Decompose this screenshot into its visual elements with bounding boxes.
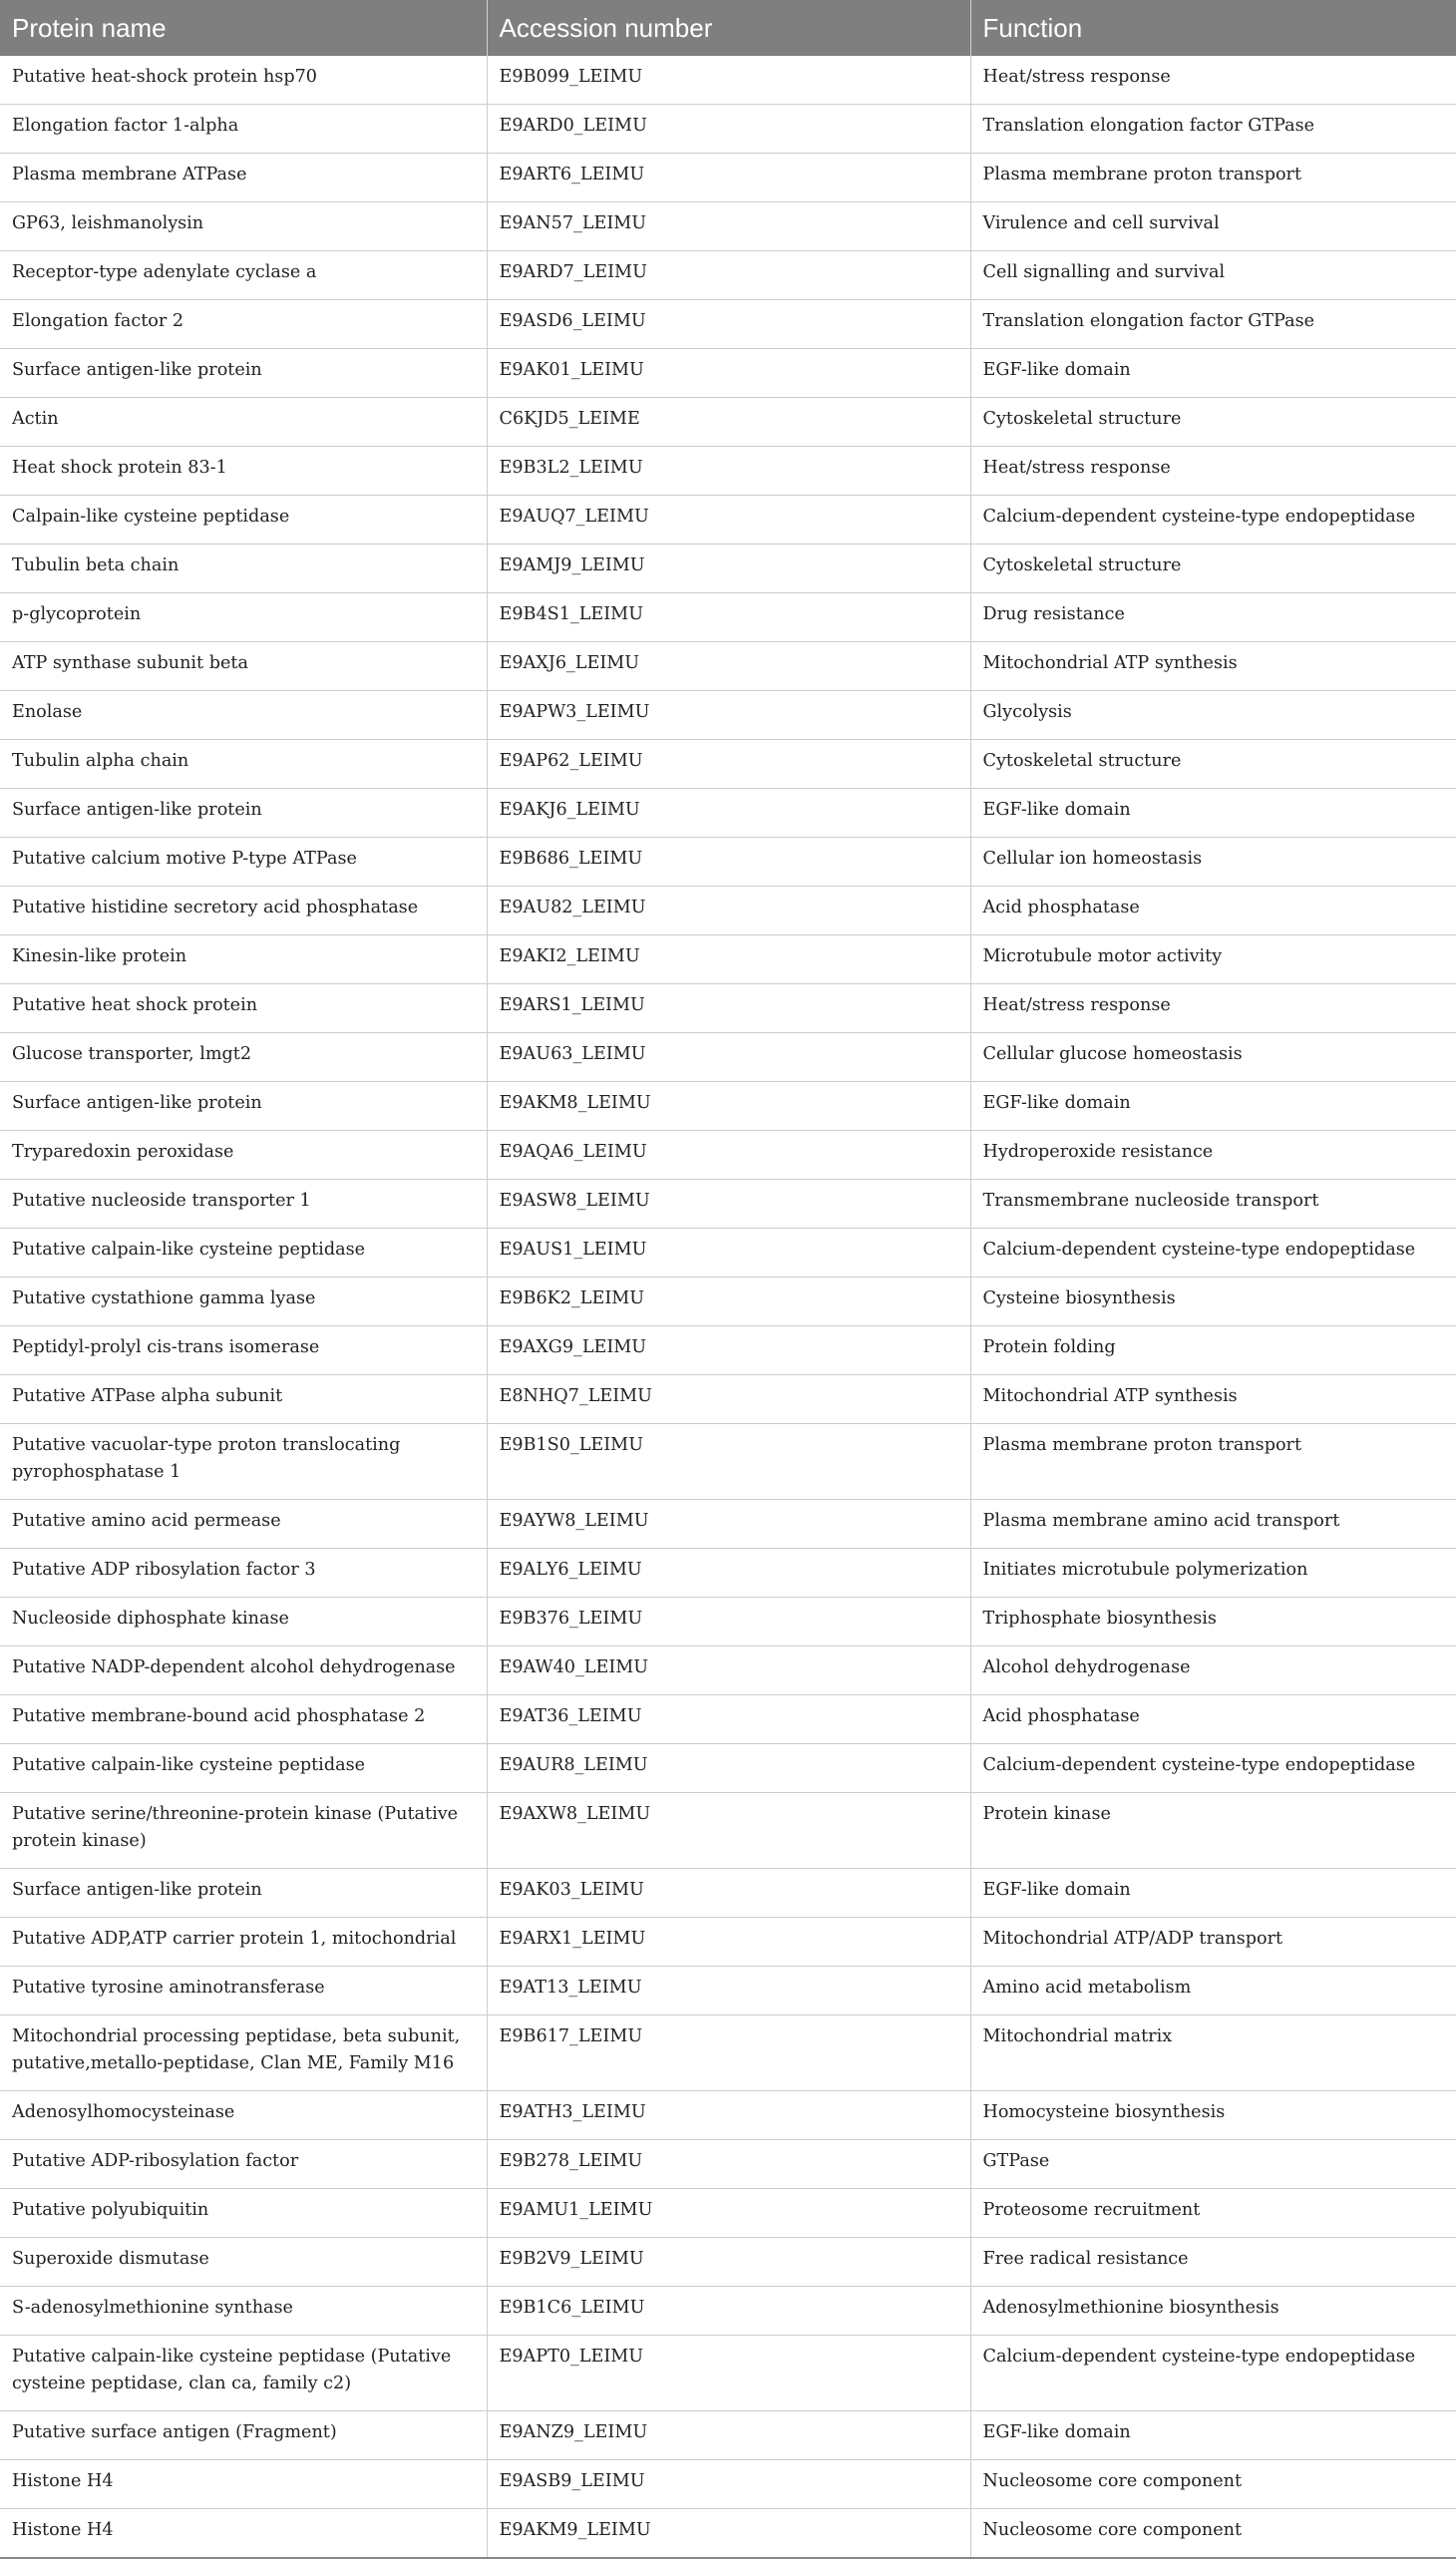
function-cell: Cellular glucose homeostasis — [970, 1033, 1456, 1082]
table-row — [0, 2140, 1456, 2189]
function-cell: Microtubule motor activity — [970, 935, 1456, 984]
function-cell: Heat/stress response — [970, 56, 1456, 105]
table-row — [0, 789, 1456, 838]
function-cell: Alcohol dehydrogenase — [970, 1646, 1456, 1695]
protein-name-cell: Surface antigen-like protein — [0, 789, 487, 838]
table-row — [0, 1131, 1456, 1180]
protein-name-cell: Surface antigen-like protein — [0, 1082, 487, 1131]
table-row — [0, 1082, 1456, 1131]
table-row — [0, 642, 1456, 691]
table-row — [0, 202, 1456, 251]
table-row — [0, 2189, 1456, 2238]
protein-name-cell: Putative membrane-bound acid phosphatase 2 — [0, 1695, 487, 1744]
function-cell: Cell signalling and survival — [970, 251, 1456, 300]
protein-name-cell: Putative ADP-ribosylation factor — [0, 2140, 487, 2189]
accession-number-cell: E9B1C6_LEIMU — [487, 2287, 970, 2336]
accession-number-cell: E9B1S0_LEIMU — [487, 1424, 970, 1500]
function-cell: Transmembrane nucleoside transport — [970, 1180, 1456, 1229]
column-header-function: Function — [970, 0, 1456, 56]
accession-number-cell: E9AKM8_LEIMU — [487, 1082, 970, 1131]
table-row — [0, 2091, 1456, 2140]
function-cell: Mitochondrial ATP synthesis — [970, 642, 1456, 691]
accession-number-cell: E9AT13_LEIMU — [487, 1967, 970, 2015]
protein-name-cell: Receptor-type adenylate cyclase a — [0, 251, 487, 300]
protein-name-cell: Elongation factor 1-alpha — [0, 105, 487, 154]
table-row — [0, 691, 1456, 740]
accession-number-cell: E9B376_LEIMU — [487, 1598, 970, 1646]
accession-number-cell: E9AXJ6_LEIMU — [487, 642, 970, 691]
accession-number-cell: E9ARD0_LEIMU — [487, 105, 970, 154]
column-header-protein-name: Protein name — [0, 0, 487, 56]
protein-name-cell: Peptidyl-prolyl cis-trans isomerase — [0, 1326, 487, 1375]
table-row — [0, 545, 1456, 593]
protein-name-cell: Putative nucleoside transporter 1 — [0, 1180, 487, 1229]
function-cell: Translation elongation factor GTPase — [970, 300, 1456, 349]
accession-number-cell: E8NHQ7_LEIMU — [487, 1375, 970, 1424]
function-cell: Plasma membrane proton transport — [970, 154, 1456, 202]
function-cell: EGF-like domain — [970, 789, 1456, 838]
table-row — [0, 349, 1456, 398]
accession-number-cell: E9B4S1_LEIMU — [487, 593, 970, 642]
function-cell: Protein folding — [970, 1326, 1456, 1375]
function-cell: Hydroperoxide resistance — [970, 1131, 1456, 1180]
function-cell: GTPase — [970, 2140, 1456, 2189]
protein-name-cell: Surface antigen-like protein — [0, 1869, 487, 1918]
table-row — [0, 1793, 1456, 1869]
accession-number-cell: E9APW3_LEIMU — [487, 691, 970, 740]
protein-name-cell: Surface antigen-like protein — [0, 349, 487, 398]
accession-number-cell: E9ARX1_LEIMU — [487, 1918, 970, 1967]
accession-number-cell: E9AU82_LEIMU — [487, 887, 970, 935]
table-row — [0, 1549, 1456, 1598]
accession-number-cell: E9AKJ6_LEIMU — [487, 789, 970, 838]
function-cell: EGF-like domain — [970, 349, 1456, 398]
table-row — [0, 2015, 1456, 2091]
table-row — [0, 887, 1456, 935]
accession-number-cell: E9ARS1_LEIMU — [487, 984, 970, 1033]
accession-number-cell: E9AMJ9_LEIMU — [487, 545, 970, 593]
function-cell: Heat/stress response — [970, 984, 1456, 1033]
table-row — [0, 2336, 1456, 2411]
protein-name-cell: Putative cystathione gamma lyase — [0, 1278, 487, 1326]
accession-number-cell: E9AU63_LEIMU — [487, 1033, 970, 1082]
protein-name-cell: Tubulin alpha chain — [0, 740, 487, 789]
function-cell: Mitochondrial ATP synthesis — [970, 1375, 1456, 1424]
function-cell: Mitochondrial ATP/ADP transport — [970, 1918, 1456, 1967]
function-cell: Heat/stress response — [970, 447, 1456, 496]
table-row — [0, 984, 1456, 1033]
table-row — [0, 838, 1456, 887]
table-row — [0, 593, 1456, 642]
protein-name-cell: GP63, leishmanolysin — [0, 202, 487, 251]
protein-name-cell: Putative calpain-like cysteine peptidase — [0, 1744, 487, 1793]
accession-number-cell: C6KJD5_LEIME — [487, 398, 970, 447]
accession-number-cell: E9AUR8_LEIMU — [487, 1744, 970, 1793]
function-cell: Mitochondrial matrix — [970, 2015, 1456, 2091]
accession-number-cell: E9AT36_LEIMU — [487, 1695, 970, 1744]
protein-name-cell: Elongation factor 2 — [0, 300, 487, 349]
protein-name-cell: Putative polyubiquitin — [0, 2189, 487, 2238]
accession-number-cell: E9B686_LEIMU — [487, 838, 970, 887]
protein-name-cell: Putative calcium motive P-type ATPase — [0, 838, 487, 887]
table-row — [0, 1424, 1456, 1500]
accession-number-cell: E9AUQ7_LEIMU — [487, 496, 970, 545]
accession-number-cell: E9AKI2_LEIMU — [487, 935, 970, 984]
table-row — [0, 1869, 1456, 1918]
function-cell: EGF-like domain — [970, 1869, 1456, 1918]
accession-number-cell: E9B6K2_LEIMU — [487, 1278, 970, 1326]
function-cell: Calcium-dependent cysteine-type endopeptidase — [970, 2336, 1456, 2411]
table-row — [0, 251, 1456, 300]
accession-number-cell: E9B3L2_LEIMU — [487, 447, 970, 496]
protein-name-cell: Glucose transporter, lmgt2 — [0, 1033, 487, 1082]
protein-name-cell: Tubulin beta chain — [0, 545, 487, 593]
function-cell: Acid phosphatase — [970, 1695, 1456, 1744]
function-cell: EGF-like domain — [970, 1082, 1456, 1131]
accession-number-cell: E9B099_LEIMU — [487, 56, 970, 105]
function-cell: Calcium-dependent cysteine-type endopeptidase — [970, 1229, 1456, 1278]
table-row — [0, 496, 1456, 545]
table-row — [0, 1278, 1456, 1326]
accession-number-cell: E9AN57_LEIMU — [487, 202, 970, 251]
protein-name-cell: ATP synthase subunit beta — [0, 642, 487, 691]
protein-name-cell: Heat shock protein 83-1 — [0, 447, 487, 496]
function-cell: Nucleosome core component — [970, 2509, 1456, 2559]
protein-name-cell: Histone H4 — [0, 2509, 487, 2559]
function-cell: Virulence and cell survival — [970, 202, 1456, 251]
protein-name-cell: Actin — [0, 398, 487, 447]
function-cell: Acid phosphatase — [970, 887, 1456, 935]
table-header — [0, 0, 1456, 56]
function-cell: Cytoskeletal structure — [970, 740, 1456, 789]
protein-name-cell: Plasma membrane ATPase — [0, 154, 487, 202]
accession-number-cell: E9ATH3_LEIMU — [487, 2091, 970, 2140]
protein-name-cell: Putative amino acid permease — [0, 1500, 487, 1549]
function-cell: Cytoskeletal structure — [970, 545, 1456, 593]
accession-number-cell: E9AQA6_LEIMU — [487, 1131, 970, 1180]
protein-name-cell: Putative ADP ribosylation factor 3 — [0, 1549, 487, 1598]
protein-name-cell: Calpain-like cysteine peptidase — [0, 496, 487, 545]
function-cell: Plasma membrane proton transport — [970, 1424, 1456, 1500]
accession-number-cell: E9ASD6_LEIMU — [487, 300, 970, 349]
function-cell: Calcium-dependent cysteine-type endopeptidase — [970, 1744, 1456, 1793]
accession-number-cell: E9AW40_LEIMU — [487, 1646, 970, 1695]
function-cell: Adenosylmethionine biosynthesis — [970, 2287, 1456, 2336]
protein-name-cell: Putative serine/threonine-protein kinase (Putative protein kinase) — [0, 1793, 487, 1869]
protein-name-cell: Kinesin-like protein — [0, 935, 487, 984]
function-cell: Glycolysis — [970, 691, 1456, 740]
table-row — [0, 1326, 1456, 1375]
protein-name-cell: Tryparedoxin peroxidase — [0, 1131, 487, 1180]
protein-name-cell: S-adenosylmethionine synthase — [0, 2287, 487, 2336]
function-cell: Plasma membrane amino acid transport — [970, 1500, 1456, 1549]
accession-number-cell: E9ASB9_LEIMU — [487, 2460, 970, 2509]
table-row — [0, 2238, 1456, 2287]
function-cell: Amino acid metabolism — [970, 1967, 1456, 2015]
function-cell: Cysteine biosynthesis — [970, 1278, 1456, 1326]
protein-name-cell: Mitochondrial processing peptidase, beta subunit, putative,metallo-peptidase, Clan ME, Family M16 — [0, 2015, 487, 2091]
function-cell: Cytoskeletal structure — [970, 398, 1456, 447]
function-cell: Protein kinase — [970, 1793, 1456, 1869]
accession-number-cell: E9AXG9_LEIMU — [487, 1326, 970, 1375]
table-row — [0, 1598, 1456, 1646]
table-row — [0, 1033, 1456, 1082]
table-row — [0, 1967, 1456, 2015]
function-cell: Translation elongation factor GTPase — [970, 105, 1456, 154]
table-row — [0, 1646, 1456, 1695]
protein-name-cell: Putative surface antigen (Fragment) — [0, 2411, 487, 2460]
protein-name-cell: Nucleoside diphosphate kinase — [0, 1598, 487, 1646]
table-row — [0, 935, 1456, 984]
protein-name-cell: Putative calpain-like cysteine peptidase — [0, 1229, 487, 1278]
column-header-accession-number: Accession number — [487, 0, 970, 56]
table-row — [0, 1375, 1456, 1424]
table-row — [0, 2287, 1456, 2336]
table-row — [0, 300, 1456, 349]
accession-number-cell: E9B278_LEIMU — [487, 2140, 970, 2189]
function-cell: Cellular ion homeostasis — [970, 838, 1456, 887]
function-cell: Triphosphate biosynthesis — [970, 1598, 1456, 1646]
protein-name-cell: Superoxide dismutase — [0, 2238, 487, 2287]
table-row — [0, 1744, 1456, 1793]
table-row — [0, 447, 1456, 496]
table-row — [0, 154, 1456, 202]
function-cell: Initiates microtubule polymerization — [970, 1549, 1456, 1598]
function-cell: Nucleosome core component — [970, 2460, 1456, 2509]
accession-number-cell: E9ALY6_LEIMU — [487, 1549, 970, 1598]
table-row — [0, 56, 1456, 105]
accession-number-cell: E9AKM9_LEIMU — [487, 2509, 970, 2559]
table-row — [0, 1500, 1456, 1549]
protein-name-cell: Putative ATPase alpha subunit — [0, 1375, 487, 1424]
accession-number-cell: E9ANZ9_LEIMU — [487, 2411, 970, 2460]
table-row — [0, 740, 1456, 789]
function-cell: Calcium-dependent cysteine-type endopeptidase — [970, 496, 1456, 545]
function-cell: EGF-like domain — [970, 2411, 1456, 2460]
table-body — [0, 56, 1456, 2558]
protein-name-cell: Putative histidine secretory acid phosphatase — [0, 887, 487, 935]
function-cell: Free radical resistance — [970, 2238, 1456, 2287]
function-cell: Proteosome recruitment — [970, 2189, 1456, 2238]
accession-number-cell: E9APT0_LEIMU — [487, 2336, 970, 2411]
table-row — [0, 2411, 1456, 2460]
table-row — [0, 398, 1456, 447]
accession-number-cell: E9ASW8_LEIMU — [487, 1180, 970, 1229]
accession-number-cell: E9B2V9_LEIMU — [487, 2238, 970, 2287]
table-row — [0, 1918, 1456, 1967]
accession-number-cell: E9AP62_LEIMU — [487, 740, 970, 789]
protein-name-cell: Putative NADP-dependent alcohol dehydrogenase — [0, 1646, 487, 1695]
accession-number-cell: E9AK01_LEIMU — [487, 349, 970, 398]
accession-number-cell: E9AUS1_LEIMU — [487, 1229, 970, 1278]
accession-number-cell: E9AYW8_LEIMU — [487, 1500, 970, 1549]
protein-name-cell: Putative tyrosine aminotransferase — [0, 1967, 487, 2015]
accession-number-cell: E9ARD7_LEIMU — [487, 251, 970, 300]
table-row — [0, 1180, 1456, 1229]
protein-name-cell: Putative calpain-like cysteine peptidase (Putative cysteine peptidase, clan ca, family c2) — [0, 2336, 487, 2411]
accession-number-cell: E9AK03_LEIMU — [487, 1869, 970, 1918]
function-cell: Homocysteine biosynthesis — [970, 2091, 1456, 2140]
protein-name-cell: Histone H4 — [0, 2460, 487, 2509]
protein-name-cell: p-glycoprotein — [0, 593, 487, 642]
table-row — [0, 105, 1456, 154]
table-row — [0, 2460, 1456, 2509]
accession-number-cell: E9ART6_LEIMU — [487, 154, 970, 202]
accession-number-cell: E9B617_LEIMU — [487, 2015, 970, 2091]
protein-name-cell: Putative ADP,ATP carrier protein 1, mitochondrial — [0, 1918, 487, 1967]
protein-name-cell: Putative heat-shock protein hsp70 — [0, 56, 487, 105]
protein-name-cell: Putative heat shock protein — [0, 984, 487, 1033]
protein-name-cell: Enolase — [0, 691, 487, 740]
table-row — [0, 2509, 1456, 2559]
table-row — [0, 1229, 1456, 1278]
function-cell: Drug resistance — [970, 593, 1456, 642]
table-row — [0, 1695, 1456, 1744]
header-row — [0, 0, 1456, 56]
protein-name-cell: Adenosylhomocysteinase — [0, 2091, 487, 2140]
accession-number-cell: E9AMU1_LEIMU — [487, 2189, 970, 2238]
protein-name-cell: Putative vacuolar-type proton translocating pyrophosphatase 1 — [0, 1424, 487, 1500]
accession-number-cell: E9AXW8_LEIMU — [487, 1793, 970, 1869]
